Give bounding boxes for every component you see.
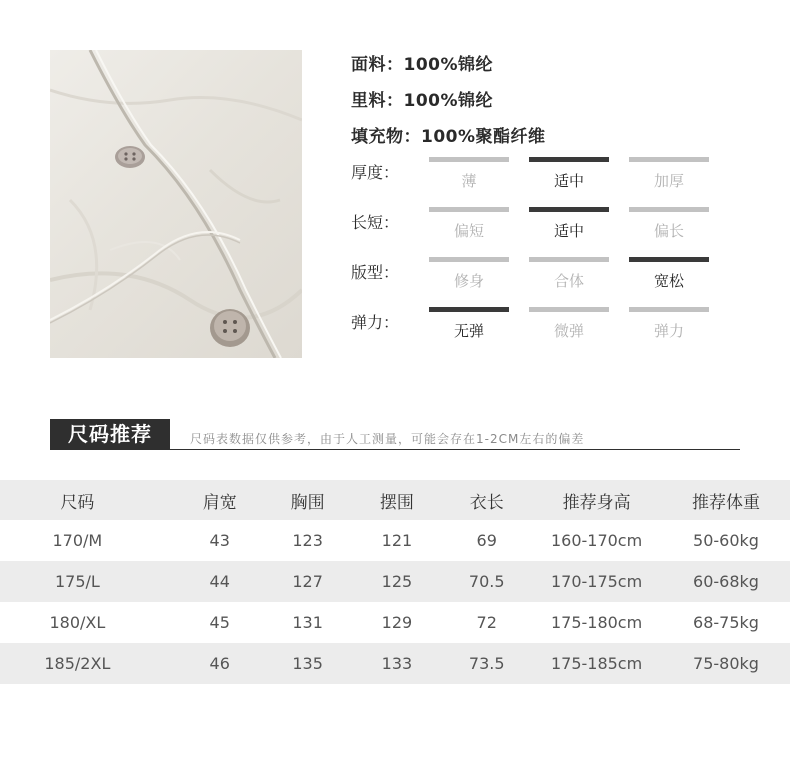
filling-material: 填充物：100%聚酯纤维: [351, 127, 546, 147]
table-header-cell: 摆围: [379, 492, 414, 513]
table-cell: 60-68kg: [693, 572, 759, 591]
table-cell: 44: [209, 572, 230, 591]
table-header-cell: 肩宽: [202, 492, 237, 513]
size-section-title: 尺码推荐: [50, 419, 170, 450]
spec-elasticity: [351, 307, 731, 347]
spec-option: 薄: [429, 157, 509, 191]
product-photo: [50, 50, 302, 358]
spec-option: 合体: [529, 257, 609, 291]
spec-option: 偏短: [429, 207, 509, 241]
spec-label: 厚度：: [351, 163, 400, 182]
table-cell: 121: [381, 531, 413, 550]
spec-thickness: [351, 157, 731, 197]
button-bottom-icon: [210, 309, 250, 347]
table-cell: 175-185cm: [550, 654, 643, 673]
table-header-cell: 胸围: [290, 492, 325, 513]
spec-length: [351, 207, 731, 247]
spec-label: 弹力：: [351, 313, 400, 332]
table-cell: 127: [292, 572, 323, 591]
lining-material: 里料：100%锦纶: [351, 91, 494, 111]
spec-label: 长短：: [351, 213, 400, 232]
table-cell: 131: [292, 613, 323, 632]
table-cell: 46: [209, 654, 230, 673]
table-cell: 170-175cm: [550, 572, 643, 591]
table-row: [0, 561, 790, 602]
table-header-cell: 衣长: [469, 492, 504, 513]
spec-option: 偏长: [629, 207, 709, 241]
table-cell: 50-60kg: [693, 531, 759, 550]
spec-option: 加厚: [629, 157, 709, 191]
size-section-note: 尺码表数据仅供参考，由于人工测量，可能会存在1-2CM左右的偏差: [190, 432, 585, 446]
table-header-cell: 推荐身高: [562, 492, 631, 513]
table-cell: 72: [476, 613, 497, 632]
table-row: [0, 520, 790, 561]
table-header-cell: 推荐体重: [692, 492, 761, 513]
table-cell: 45: [209, 613, 230, 632]
table-cell: 68-75kg: [693, 613, 759, 632]
spec-option: 微弹: [529, 307, 609, 341]
table-cell: 175/L: [54, 572, 100, 591]
table-cell: 43: [209, 531, 230, 550]
table-cell: 175-180cm: [550, 613, 643, 632]
table-cell: 75-80kg: [693, 654, 759, 673]
table-cell: 125: [381, 572, 413, 591]
fabric-material: 面料：100%锦纶: [351, 55, 494, 75]
table-cell: 135: [292, 654, 323, 673]
size-table: [0, 480, 790, 684]
table-cell: 129: [381, 613, 413, 632]
spec-option-selected: 适中: [529, 207, 609, 241]
table-cell: 160-170cm: [550, 531, 643, 550]
table-cell: 180/XL: [49, 613, 106, 632]
button-top-icon: [115, 146, 145, 168]
table-cell: 133: [381, 654, 413, 673]
table-row: [0, 643, 790, 684]
table-cell: 70.5: [468, 572, 505, 591]
table-cell: 185/2XL: [44, 654, 111, 673]
table-cell: 69: [476, 531, 497, 550]
spec-option: 修身: [429, 257, 509, 291]
divider: [170, 449, 740, 450]
spec-label: 版型：: [351, 263, 400, 282]
table-cell: 170/M: [52, 531, 103, 550]
table-header-row: [0, 480, 790, 520]
spec-option-selected: 适中: [529, 157, 609, 191]
spec-option: 弹力: [629, 307, 709, 341]
spec-option-selected: 无弹: [429, 307, 509, 341]
spec-option-selected: 宽松: [629, 257, 709, 291]
table-cell: 73.5: [468, 654, 505, 673]
table-row: [0, 602, 790, 643]
spec-fit: [351, 257, 731, 297]
table-cell: 123: [292, 531, 323, 550]
table-header-cell: 尺码: [60, 492, 95, 513]
